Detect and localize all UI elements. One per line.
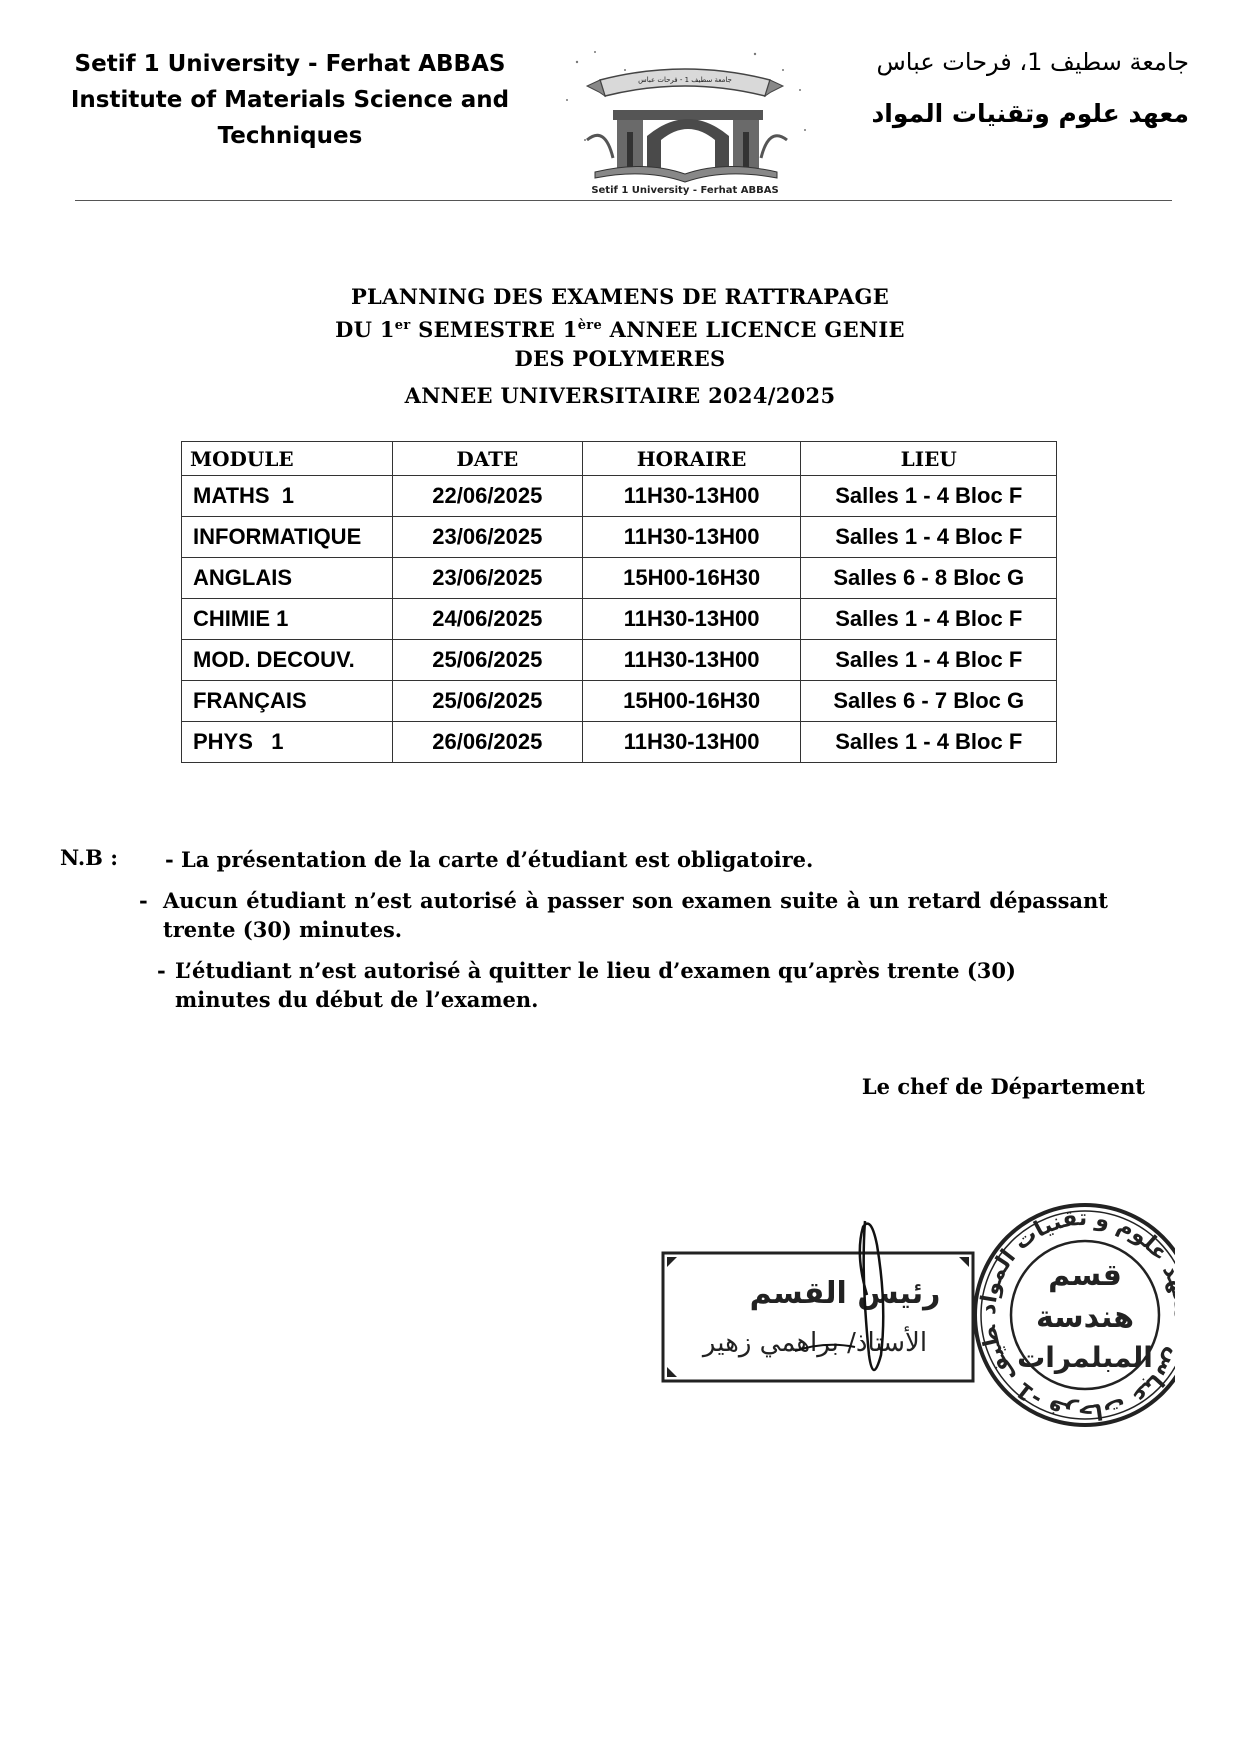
cell-module: FRANÇAIS — [182, 681, 393, 722]
table-row — [182, 722, 1057, 763]
cell-date: 22/06/2025 — [392, 476, 582, 517]
table-row — [182, 517, 1057, 558]
title-line2 — [300, 311, 940, 344]
cell-date: 23/06/2025 — [392, 558, 582, 599]
stamp-rect-line1: رئيس القسم — [749, 1276, 941, 1311]
header-horaire: HORAIRE — [582, 442, 801, 476]
stamp-and-signature — [655, 1155, 1175, 1430]
cell-date: 25/06/2025 — [392, 640, 582, 681]
header-divider — [75, 200, 1172, 201]
university-logo — [555, 40, 815, 195]
signature-title: Le chef de Département — [861, 1074, 1145, 1099]
note-text: L’étudiant n’est autorisé à quitter le lieu d’examen qu’après trente (30) minutes du début de l’examen. — [175, 958, 1016, 1012]
table-row — [182, 476, 1057, 517]
table-row — [182, 599, 1057, 640]
header-date: DATE — [392, 442, 582, 476]
title-line2-pre: DU 1 — [335, 317, 395, 342]
institution-en-line1: Setif 1 University - Ferhat ABBAS — [74, 51, 506, 77]
cell-module: MOD. DECOUV. — [182, 640, 393, 681]
cell-date: 23/06/2025 — [392, 517, 582, 558]
cell-lieu: Salles 1 - 4 Bloc F — [801, 640, 1057, 681]
logo-banner-text: جامعة سطيف 1 - فرحات عباس — [638, 76, 732, 84]
cell-horaire: 11H30-13H00 — [582, 476, 801, 517]
cell-horaire: 11H30-13H00 — [582, 722, 801, 763]
exam-schedule-table — [181, 441, 1057, 763]
cell-lieu: Salles 1 - 4 Bloc F — [801, 722, 1057, 763]
title-line1: PLANNING DES EXAMENS DE RATTRAPAGE — [350, 284, 890, 309]
note-dash: - — [139, 888, 148, 913]
note-dash: - — [165, 847, 174, 872]
title-line2-mid: SEMESTRE 1 — [410, 317, 578, 342]
cell-horaire: 11H30-13H00 — [582, 599, 801, 640]
cell-date: 24/06/2025 — [392, 599, 582, 640]
title-line3: DES POLYMERES — [514, 346, 726, 371]
seal-inner-line1: قسم — [1048, 1258, 1122, 1293]
cell-module: INFORMATIQUE — [182, 517, 393, 558]
logo-caption: Setif 1 University - Ferhat ABBAS — [591, 185, 779, 195]
note-item — [139, 886, 1108, 944]
note-text: La présentation de la carte d’étudiant est obligatoire. — [181, 847, 814, 872]
stamp-rect-line2: الأستاذ/ براهمي زهير — [702, 1328, 928, 1358]
cell-lieu: Salles 1 - 4 Bloc F — [801, 476, 1057, 517]
cell-date: 26/06/2025 — [392, 722, 582, 763]
note-text: Aucun étudiant n’est autorisé à passer son examen suite à un retard dépassant trente (30) minutes. — [163, 888, 1108, 942]
cell-horaire: 15H00-16H30 — [582, 681, 801, 722]
department-head-stamp — [663, 1253, 973, 1381]
institution-en-line2: Institute of Materials Science and — [70, 87, 510, 113]
cell-lieu: Salles 6 - 8 Bloc G — [801, 558, 1057, 599]
table-row — [182, 681, 1057, 722]
title-sup-ere: ère — [577, 318, 603, 333]
institution-en-line3: Techniques — [217, 123, 363, 149]
cell-lieu: Salles 1 - 4 Bloc F — [801, 517, 1057, 558]
academic-year: ANNEE UNIVERSITAIRE 2024/2025 — [404, 383, 836, 408]
table-row — [182, 558, 1057, 599]
cell-module: CHIMIE 1 — [182, 599, 393, 640]
seal-inner-line3: المبلمرات — [1017, 1341, 1153, 1374]
header-lieu: LIEU — [801, 442, 1057, 476]
cell-horaire: 11H30-13H00 — [582, 640, 801, 681]
header-module: MODULE — [182, 442, 393, 476]
note-item — [165, 845, 945, 874]
title-line2-post: ANNEE LICENCE GENIE — [602, 317, 905, 342]
table-row — [182, 640, 1057, 681]
cell-lieu: Salles 1 - 4 Bloc F — [801, 599, 1057, 640]
seal-outer-text: طيف 1- فرحات عبا علوم و تقنيات المواد — [975, 1205, 1173, 1425]
institution-name-en — [70, 46, 510, 154]
note-dash: - — [157, 958, 166, 983]
cell-lieu: Salles 6 - 7 Bloc G — [801, 681, 1057, 722]
cell-module: PHYS 1 — [182, 722, 393, 763]
institution-name-ar — [809, 45, 1189, 128]
document-title — [300, 282, 940, 410]
institution-ar-line2: معهد علوم وتقنيات المواد — [871, 99, 1189, 128]
cell-horaire: 15H00-16H30 — [582, 558, 801, 599]
title-sup-er: er — [394, 318, 411, 333]
table-header-row — [182, 442, 1057, 476]
nb-label: N.B : — [60, 845, 118, 870]
cell-date: 25/06/2025 — [392, 681, 582, 722]
cell-horaire: 11H30-13H00 — [582, 517, 801, 558]
seal-inner-line2: هندسة — [1035, 1300, 1135, 1335]
cell-module: ANGLAIS — [182, 558, 393, 599]
cell-module: MATHS 1 — [182, 476, 393, 517]
institution-ar-line1: جامعة سطيف 1، فرحات عباس — [876, 48, 1189, 76]
note-item — [157, 956, 1110, 1014]
